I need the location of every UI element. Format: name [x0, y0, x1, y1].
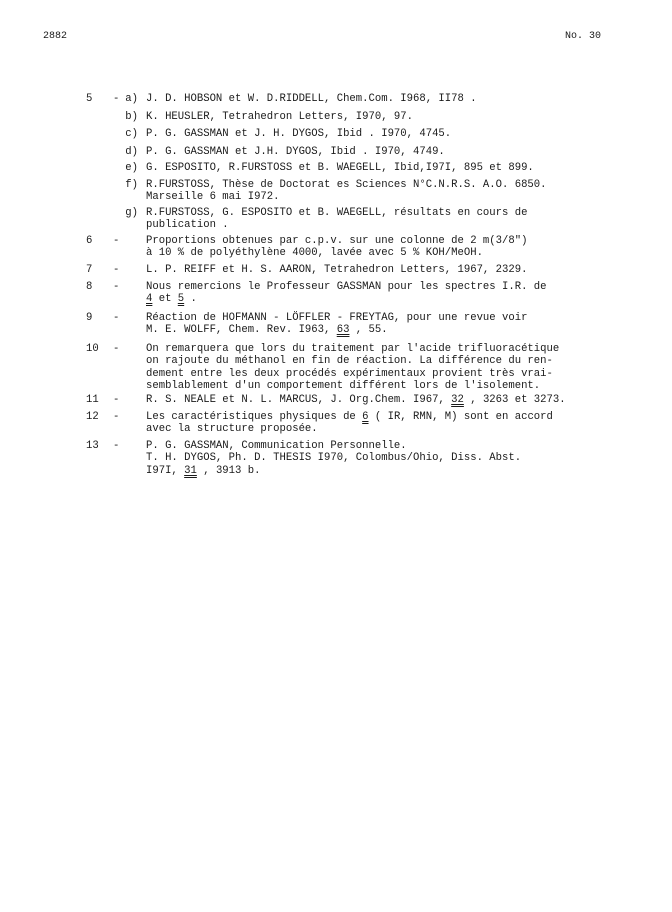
reference-line — [146, 423, 606, 435]
reference-text: P. G. GASSMAN, Communication Personnelle. — [146, 440, 407, 452]
reference-text: publication . — [146, 219, 229, 232]
reference-dash: - — [113, 281, 120, 293]
reference-text: . — [184, 293, 197, 306]
reference-number: 13 — [86, 440, 99, 452]
reference-text: T. H. DYGOS, Ph. D. THESIS I970, Colombus/Ohio, Diss. Abst. — [146, 452, 522, 465]
reference-text: On remarquera que lors du traitement par l'acide trifluoracétique — [146, 343, 560, 355]
reference-line — [146, 394, 606, 406]
reference-text: R.FURSTOSS, G. ESPOSITO et B. WAEGELL, résultats en cours de — [146, 207, 528, 219]
reference-dash: - — [113, 312, 120, 324]
reference-text: P. G. GASSMAN et J.H. DYGOS, Ibid . I970, 4749. — [146, 146, 445, 158]
reference-body — [146, 394, 606, 406]
reference-body — [146, 128, 606, 140]
reference-sub-letter: f) — [125, 179, 138, 191]
reference-body — [146, 207, 606, 232]
reference-text: semblablement d'un comportement différent lors de l'isolement. — [146, 380, 541, 393]
reference-text: Les caractéristiques physiques de — [146, 411, 363, 423]
reference-text: G. ESPOSITO, R.FURSTOSS et B. WAEGELL, Ibid,I97I, 895 et 899. — [146, 162, 534, 174]
reference-body — [146, 281, 606, 306]
reference-dash: - — [113, 235, 120, 247]
reference-text: L. P. REIFF et H. S. AARON, Tetrahedron Letters, 1967, 2329. — [146, 264, 528, 276]
reference-text: , 3263 et 3273. — [463, 394, 566, 406]
reference-line — [146, 465, 606, 477]
reference-body — [146, 235, 606, 260]
reference-dash: - — [113, 264, 120, 276]
reference-number: 7 — [86, 264, 93, 276]
reference-sub-letter: d) — [125, 146, 138, 158]
reference-text: I97I, — [146, 464, 185, 477]
reference-text: M. E. WOLFF, Chem. Rev. I963, — [146, 324, 337, 337]
compound-number: 4 — [146, 293, 153, 306]
reference-line — [146, 219, 606, 231]
reference-body — [146, 440, 606, 477]
reference-body — [146, 264, 606, 276]
reference-dash: - — [113, 394, 120, 406]
reference-text: et — [152, 293, 178, 306]
reference-line — [146, 93, 606, 105]
reference-sub-letter: b) — [125, 111, 138, 123]
reference-number: 12 — [86, 411, 99, 423]
reference-text: , 3913 b. — [196, 464, 261, 477]
reference-number: 8 — [86, 281, 93, 293]
reference-line — [146, 191, 606, 203]
reference-text: on rajoute du méthanol en fin de réaction. La différence du ren- — [146, 355, 553, 368]
reference-body — [146, 312, 606, 337]
reference-body — [146, 111, 606, 123]
reference-sub-letter: a) — [125, 93, 138, 105]
reference-line — [146, 179, 606, 191]
issue-number: No. 30 — [565, 31, 602, 42]
reference-number: 9 — [86, 312, 93, 324]
reference-line — [146, 343, 606, 355]
reference-line — [146, 235, 606, 247]
reference-text: avec la structure proposée. — [146, 423, 318, 436]
reference-sub-letter: g) — [125, 207, 138, 219]
reference-line — [146, 411, 606, 423]
reference-line — [146, 355, 606, 367]
reference-line — [146, 324, 606, 336]
reference-text: Nous remercions le Professeur GASSMAN pour les spectres I.R. de — [146, 281, 547, 293]
reference-body — [146, 343, 606, 393]
reference-dash: - — [113, 93, 120, 105]
reference-text: P. G. GASSMAN et J. H. DYGOS, Ibid . I970, 4745. — [146, 128, 452, 140]
reference-dash: - — [113, 343, 120, 355]
compound-number: 31 — [184, 464, 197, 477]
reference-number: 10 — [86, 343, 99, 355]
reference-line — [146, 162, 606, 174]
reference-line — [146, 440, 606, 452]
reference-body — [146, 93, 606, 105]
reference-line — [146, 380, 606, 392]
reference-line — [146, 146, 606, 158]
reference-body — [146, 411, 606, 436]
reference-text: dement entre les deux procédés expérimentaux provient très vrai- — [146, 367, 553, 380]
reference-text: R. S. NEALE et N. L. MARCUS, J. Org.Chem. I967, — [146, 394, 452, 406]
reference-body — [146, 146, 606, 158]
reference-text: à 10 % de polyéthylène 4000, lavée avec 5 % KOH/MeOH. — [146, 247, 483, 260]
compound-number: 32 — [451, 394, 464, 406]
reference-body — [146, 162, 606, 174]
reference-dash: - — [113, 411, 120, 423]
reference-text: R.FURSTOSS, Thèse de Doctorat es Sciences N°C.N.R.S. A.O. 6850. — [146, 179, 547, 191]
reference-dash: - — [113, 440, 120, 452]
compound-number: 6 — [362, 411, 369, 423]
reference-text: Proportions obtenues par c.p.v. sur une colonne de 2 m(3/8") — [146, 235, 528, 247]
reference-sub-letter: c) — [125, 128, 138, 140]
reference-line — [146, 281, 606, 293]
reference-line — [146, 111, 606, 123]
reference-text: K. HEUSLER, Tetrahedron Letters, I970, 97. — [146, 111, 414, 123]
reference-line — [146, 293, 606, 305]
reference-line — [146, 264, 606, 276]
reference-line — [146, 368, 606, 380]
page-number: 2882 — [43, 31, 68, 42]
reference-number: 11 — [86, 394, 99, 406]
reference-line — [146, 247, 606, 259]
reference-number: 5 — [86, 93, 93, 105]
reference-line — [146, 312, 606, 324]
compound-number: 63 — [336, 324, 350, 337]
reference-text: Réaction de HOFMANN - LÖFFLER - FREYTAG, pour une revue voir — [146, 312, 528, 324]
reference-line — [146, 207, 606, 219]
reference-text: ( IR, RMN, M) sont en accord — [368, 411, 553, 423]
reference-line — [146, 128, 606, 140]
reference-line — [146, 452, 606, 464]
reference-number: 6 — [86, 235, 93, 247]
compound-number: 5 — [177, 293, 185, 306]
reference-body — [146, 179, 606, 204]
reference-text: , 55. — [349, 324, 388, 337]
reference-sub-letter: e) — [125, 162, 138, 174]
reference-text: J. D. HOBSON et W. D.RIDDELL, Chem.Com. I968, II78 . — [146, 93, 477, 105]
reference-text: Marseille 6 mai I972. — [146, 191, 280, 204]
